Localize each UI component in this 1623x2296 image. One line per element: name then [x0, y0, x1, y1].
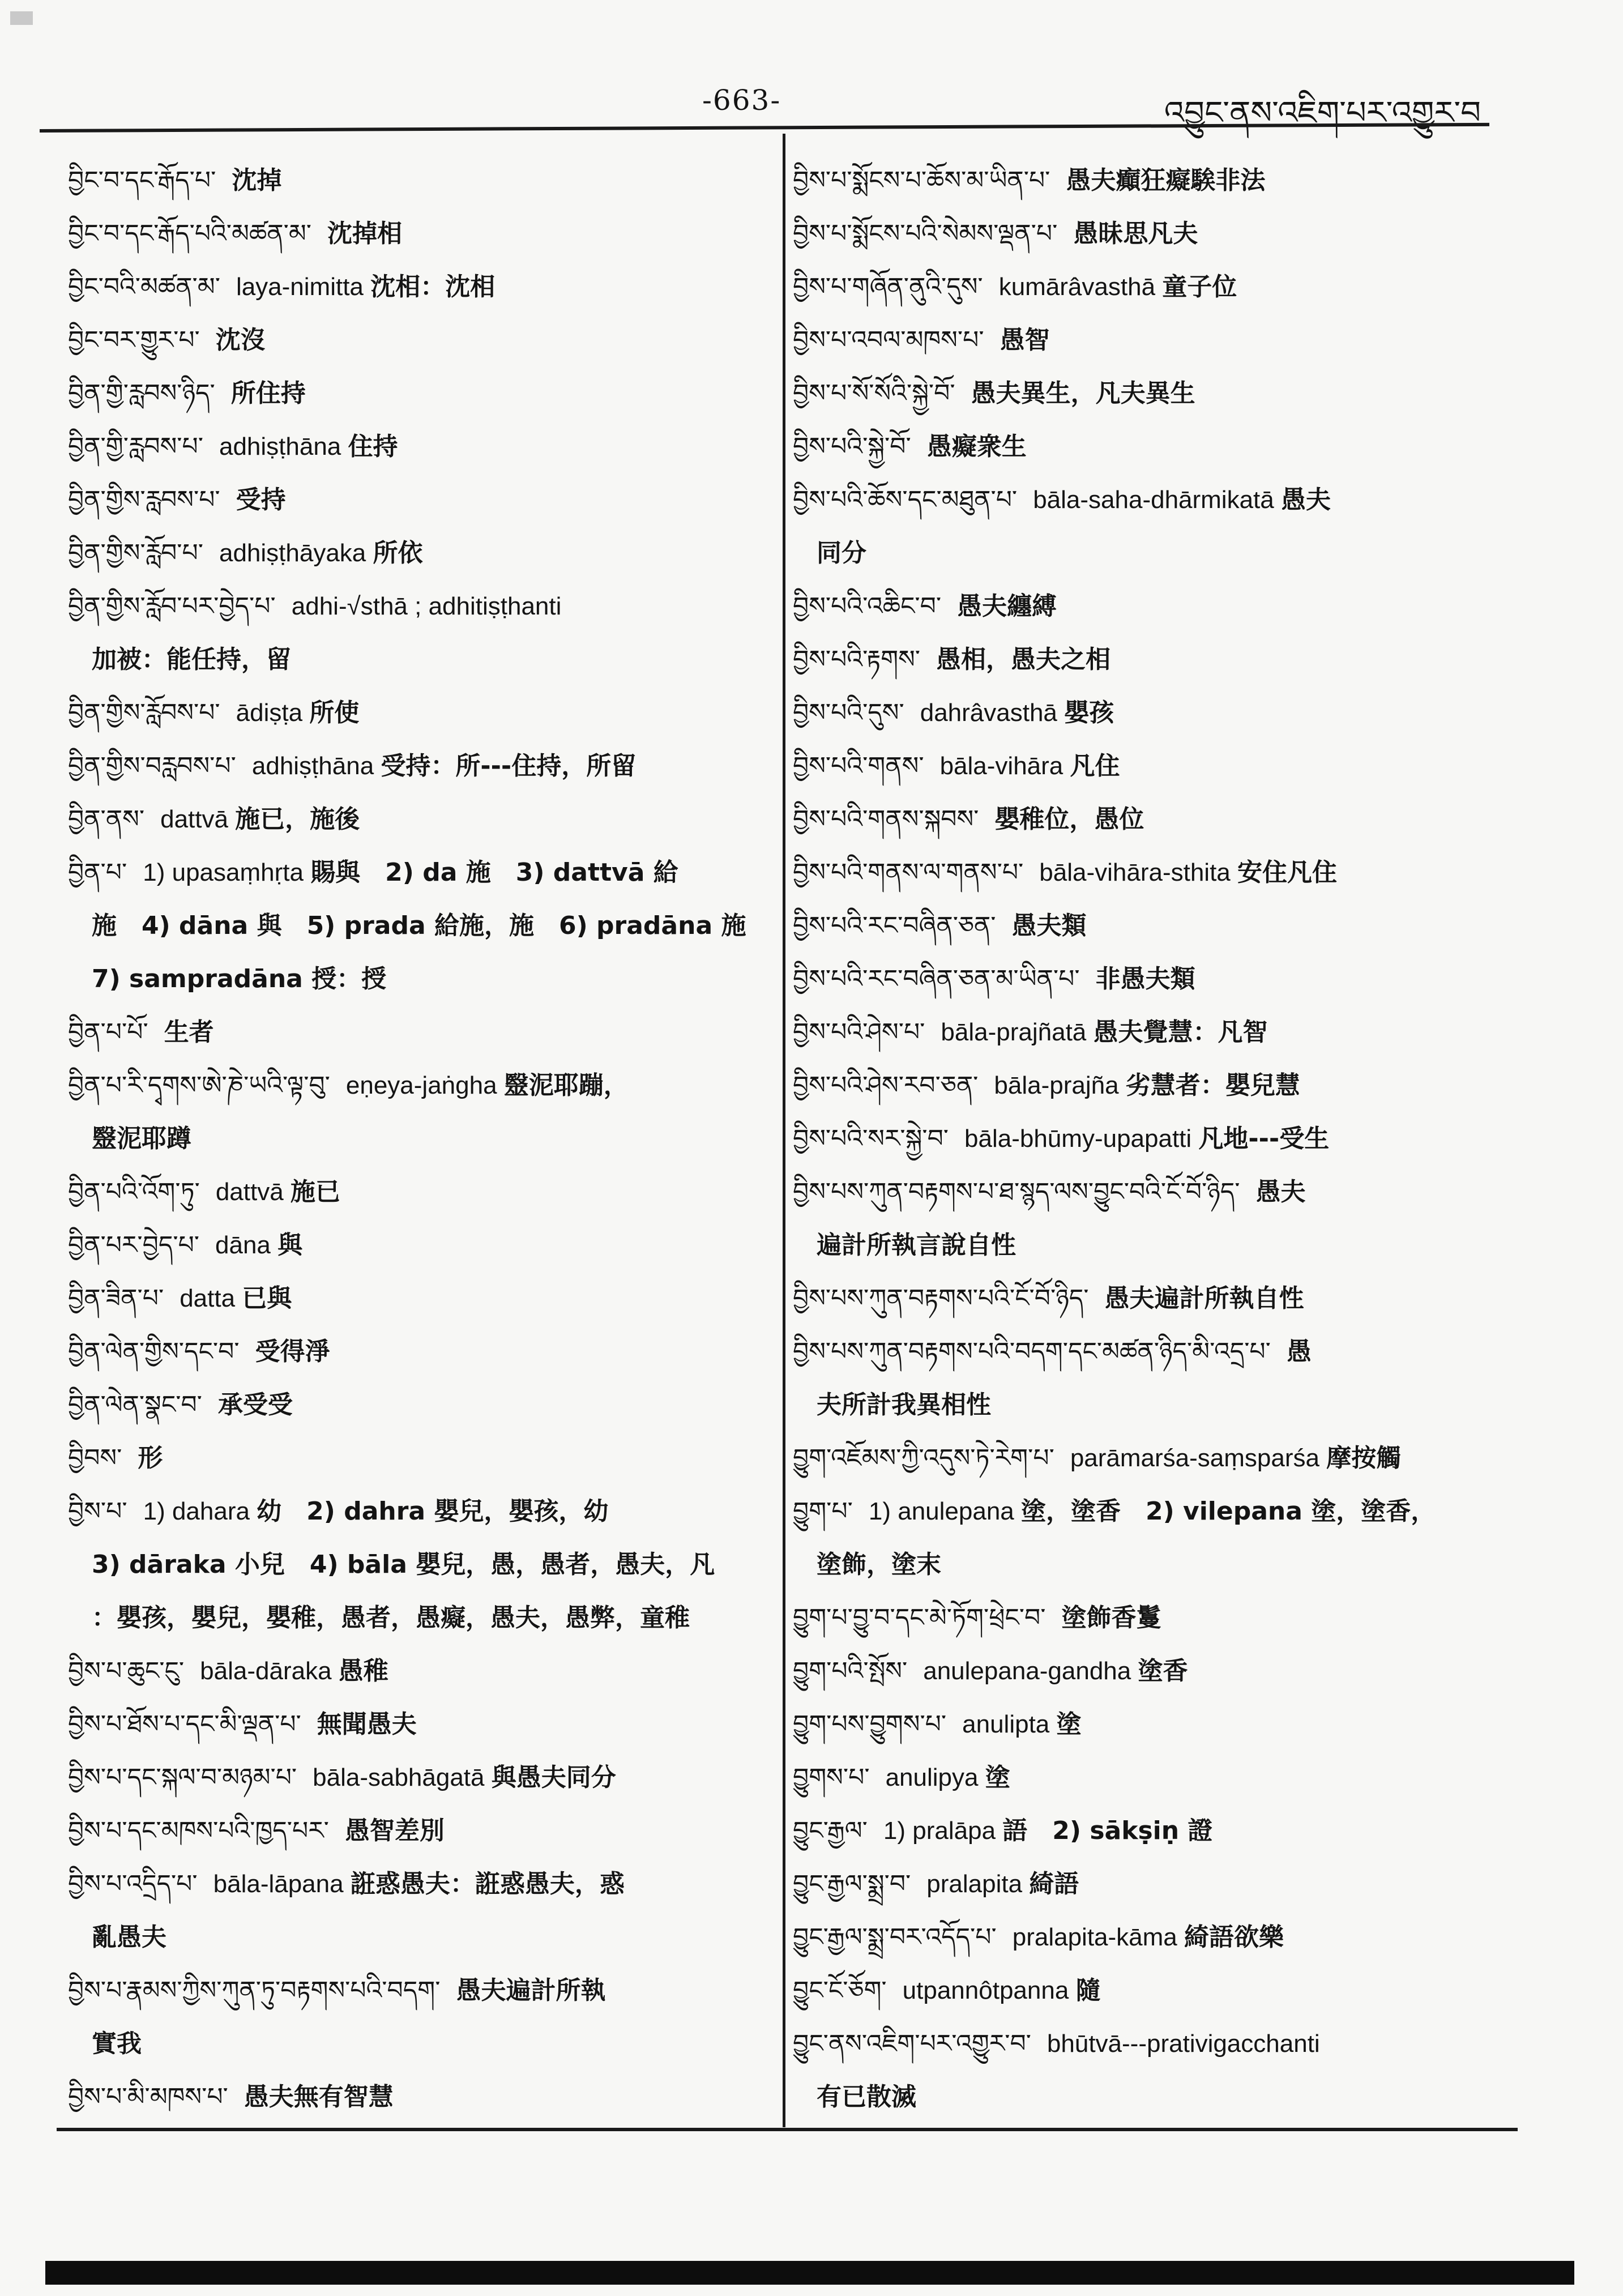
- dictionary-entry: [793, 898, 1495, 951]
- tibetan-headword: བྱིན་གྱིས་རློབས་པ་: [68, 698, 220, 727]
- chinese-gloss: 塗香: [1138, 1657, 1188, 1685]
- sanskrit-equivalent: bāla-vihāra: [939, 752, 1070, 780]
- dictionary-entry: [793, 313, 1495, 366]
- column-divider: [783, 134, 785, 2127]
- chinese-gloss: 施 4) dāna 與 5) prada 給施，施 6) pradāna 施: [92, 911, 746, 940]
- entry-continuation: [68, 1537, 762, 1590]
- dictionary-entry: [793, 792, 1495, 845]
- dictionary-entry: [68, 1697, 762, 1750]
- chinese-gloss: 已與: [242, 1284, 292, 1313]
- sanskrit-equivalent: adhi-√sthā ; adhitiṣṭhanti: [291, 592, 562, 620]
- chinese-gloss: 綺語欲樂: [1184, 1923, 1284, 1952]
- sanskrit-equivalent: 1) pralāpa: [883, 1817, 1003, 1845]
- sanskrit-equivalent: anulipya: [885, 1764, 985, 1791]
- chinese-gloss: 嬰孩: [1064, 698, 1114, 727]
- tibetan-headword: བྱིན་གྱིས་རློབ་པ་: [68, 539, 203, 567]
- dictionary-entry: [68, 472, 762, 526]
- tibetan-headword: བྱུག་པའི་སྤོས་: [793, 1657, 908, 1685]
- sanskrit-equivalent: adhiṣṭhāyaka: [219, 539, 373, 567]
- chinese-gloss: 實我: [92, 2029, 142, 2058]
- tibetan-headword: བྱིན་ཟིན་པ་: [68, 1284, 164, 1313]
- tibetan-headword: བྱིན་གྱིས་བརླབས་པ་: [68, 752, 236, 780]
- tibetan-headword: བྱིས་པ་དང་སྐལ་བ་མཉམ་པ་: [68, 1763, 297, 1792]
- dictionary-entry: [68, 685, 762, 739]
- chinese-gloss: 加被：能任持，留: [92, 645, 291, 674]
- tibetan-headword: བྱུག་འཇོམས་ཀྱི་འདུས་ཏེ་རེག་པ་: [793, 1444, 1054, 1473]
- chinese-gloss: 施已: [290, 1177, 340, 1206]
- chinese-gloss: 嬰稚位，愚位: [994, 805, 1144, 834]
- chinese-gloss: 塗飾，塗末: [817, 1550, 941, 1579]
- sanskrit-equivalent: bāla-dāraka: [200, 1657, 339, 1685]
- tibetan-headword: བྱུག་པས་བྱུགས་པ་: [793, 1710, 947, 1739]
- chinese-gloss: 所使: [309, 698, 360, 727]
- chinese-gloss: 遍計所執言說自性: [817, 1231, 1016, 1260]
- chinese-gloss: 施已，施後: [235, 805, 360, 834]
- tibetan-headword: བྱིས་པའི་ཤེས་པ་: [793, 1018, 925, 1047]
- dictionary-entry: [793, 366, 1495, 419]
- tibetan-headword: བྱིབས་: [68, 1444, 122, 1473]
- dictionary-entry: [793, 1590, 1495, 1644]
- chinese-gloss: 愚夫類: [1011, 911, 1087, 940]
- chinese-gloss: 愚智: [1000, 326, 1050, 355]
- chinese-gloss: 幼 2) dahra 嬰兒，嬰孩，幼: [257, 1497, 609, 1526]
- chinese-gloss: 愚夫: [1280, 485, 1331, 514]
- chinese-gloss: 與: [277, 1231, 303, 1260]
- chinese-gloss: 誑惑愚夫：誑惑愚夫，惑: [350, 1870, 625, 1898]
- sanskrit-equivalent: pralapita: [926, 1870, 1030, 1898]
- chinese-gloss: 7) sampradāna 授：授: [92, 965, 387, 993]
- dictionary-entry: [793, 1857, 1495, 1910]
- chinese-gloss: 童子位: [1162, 272, 1237, 301]
- dictionary-entry: [793, 1484, 1495, 1537]
- dictionary-entry: [793, 1963, 1495, 2016]
- sanskrit-equivalent: bāla-prajñatā: [941, 1018, 1094, 1046]
- chinese-gloss: 愚夫癲狂癡騃非法: [1066, 166, 1266, 195]
- sanskrit-equivalent: adhiṣṭhāna: [219, 433, 348, 460]
- dictionary-entry: [793, 1164, 1495, 1218]
- dictionary-entry: [68, 313, 762, 366]
- entry-continuation: [68, 2016, 762, 2069]
- dictionary-entry: [68, 1431, 762, 1484]
- tibetan-headword: བྱིས་པའི་འཆིང་བ་: [793, 592, 942, 621]
- dictionary-entry: [68, 2069, 762, 2123]
- chinese-gloss: 與愚夫同分: [491, 1763, 616, 1792]
- sanskrit-equivalent: pralapita-kāma: [1012, 1923, 1185, 1951]
- chinese-gloss: 塗: [1056, 1710, 1082, 1739]
- sanskrit-equivalent: bāla-sabhāgatā: [313, 1764, 492, 1791]
- tibetan-headword: བྱིས་པ་འབལ་མཁས་པ་: [793, 326, 984, 355]
- entry-continuation: [68, 1590, 762, 1644]
- dictionary-entry: [68, 1271, 762, 1324]
- entry-continuation: [68, 951, 762, 1005]
- chinese-gloss: 語 2) sākṣiṇ 證: [1002, 1816, 1213, 1845]
- chinese-gloss: 隨: [1075, 1976, 1101, 2005]
- sanskrit-equivalent: laya-nimitta: [236, 273, 371, 301]
- tibetan-headword: བྱིས་པའི་ཆོས་དང་མཐུན་པ་: [793, 485, 1018, 514]
- sanskrit-equivalent: bāla-saha-dhārmikatā: [1033, 486, 1281, 514]
- sanskrit-equivalent: dattvā: [215, 1178, 291, 1206]
- dictionary-entry: [793, 739, 1495, 792]
- tibetan-headword: བྱིན་གྱིས་རླབས་པ་: [68, 485, 220, 514]
- dictionary-entry: [68, 1963, 762, 2016]
- chinese-gloss: 3) dāraka 小兒 4) bāla 嬰兒，愚，愚者，愚夫，凡: [92, 1550, 715, 1579]
- tibetan-headword: བྱིས་པའི་རང་བཞིན་ཅན་: [793, 911, 996, 940]
- dictionary-entry: [793, 1431, 1495, 1484]
- dictionary-entry: [793, 1058, 1495, 1111]
- dictionary-entry: [793, 153, 1495, 206]
- dictionary-entry: [793, 632, 1495, 685]
- tibetan-headword: བྱིན་ལེན་གྱིས་དང་བ་: [68, 1337, 240, 1366]
- tibetan-headword: བྱུག་པ་: [793, 1497, 853, 1526]
- chinese-gloss: 愚夫遍計所執: [456, 1976, 606, 2005]
- tibetan-headword: བྱུགས་པ་: [793, 1763, 870, 1792]
- chinese-gloss: 受持：所---住持，所留: [381, 752, 637, 780]
- dictionary-entry: [793, 206, 1495, 259]
- entry-continuation: [68, 1111, 762, 1164]
- tibetan-headword: བྱུང་ངོ་ཅོག་: [793, 1976, 887, 2005]
- sanskrit-equivalent: kumārâvasthā: [998, 273, 1163, 301]
- tibetan-headword: བྱིན་པ་རི་དྭགས་ཨེ་ཎེ་ཡའི་ལྟ་བུ་: [68, 1071, 330, 1100]
- sanskrit-equivalent: 1) dahara: [143, 1497, 257, 1525]
- sanskrit-equivalent: ādiṣṭa: [236, 699, 310, 727]
- dictionary-entry: [793, 259, 1495, 313]
- chinese-gloss: 有已散滅: [817, 2082, 916, 2111]
- tibetan-headword: བྱིན་པ་: [68, 858, 127, 887]
- dictionary-entry: [793, 685, 1495, 739]
- tibetan-headword: བྱིས་པ་སྨོངས་པའི་སེམས་ལྡན་པ་: [793, 219, 1058, 248]
- dictionary-entry: [68, 739, 762, 792]
- tibetan-headword: བྱིན་པར་བྱེད་པ་: [68, 1231, 200, 1260]
- chinese-gloss: 愚夫遍計所執自性: [1104, 1284, 1304, 1313]
- tibetan-headword: བྱུང་རྒྱལ་སྨྲ་བ་: [793, 1870, 911, 1898]
- tibetan-headword: བྱིས་པའི་དུས་: [793, 698, 904, 727]
- chinese-gloss: 塗飾香鬘: [1061, 1603, 1161, 1632]
- entry-continuation: [793, 1537, 1495, 1590]
- tibetan-headword: བྱིས་པའི་རྟགས་: [793, 645, 921, 674]
- dictionary-entry: [68, 419, 762, 472]
- dictionary-entry: [793, 1803, 1495, 1857]
- chinese-gloss: 凡地---受生: [1198, 1124, 1330, 1153]
- dictionary-entry: [793, 951, 1495, 1005]
- dictionary-entry: [793, 845, 1495, 898]
- chinese-gloss: 塗，塗香 2) vilepana 塗，塗香，: [1021, 1497, 1436, 1526]
- chinese-gloss: 愚夫異生，凡夫異生: [971, 379, 1195, 408]
- bottom-rule: [57, 2128, 1518, 2131]
- tibetan-headword: བྱིན་གྱིས་རློབ་པར་བྱེད་པ་: [68, 592, 276, 621]
- sanskrit-equivalent: dahrâvasthā: [920, 699, 1065, 727]
- entry-continuation: [68, 898, 762, 951]
- chinese-gloss: 愚稚: [338, 1657, 388, 1685]
- chinese-gloss: 愚夫無有智慧: [244, 2082, 394, 2111]
- dictionary-entry: [793, 1324, 1495, 1377]
- dictionary-entry: [68, 1218, 762, 1271]
- dictionary-entry: [68, 259, 762, 313]
- tibetan-headword: བྱིས་པའི་རང་བཞིན་ཅན་མ་ཡིན་པ་: [793, 965, 1080, 993]
- dictionary-entry: [793, 579, 1495, 632]
- sanskrit-equivalent: bāla-prajña: [994, 1072, 1126, 1099]
- left-column: [68, 153, 762, 2123]
- entry-continuation: [793, 526, 1495, 579]
- dictionary-entry: [68, 1058, 762, 1111]
- tibetan-headword: བྱིས་པ་དང་མཁས་པའི་ཁྱད་པར་: [68, 1816, 329, 1845]
- tibetan-headword: བྱིས་པའི་སྐྱེ་བོ་: [793, 432, 911, 461]
- tibetan-headword: བྱིས་པ་རྣམས་ཀྱིས་ཀུན་ཏུ་བརྟགས་པའི་བདག་: [68, 1976, 441, 2005]
- chinese-gloss: 同分: [817, 539, 866, 567]
- chinese-gloss: 非愚夫類: [1095, 965, 1195, 993]
- entry-continuation: [793, 1377, 1495, 1431]
- chinese-gloss: 沈沒: [215, 326, 266, 355]
- chinese-gloss: 愚: [1286, 1337, 1312, 1366]
- chinese-gloss: 無聞愚夫: [317, 1710, 417, 1739]
- entry-continuation: [68, 1910, 762, 1963]
- chinese-gloss: 受得淨: [255, 1337, 330, 1366]
- chinese-gloss: 形: [138, 1444, 163, 1473]
- chinese-gloss: 所依: [373, 539, 423, 567]
- chinese-gloss: ：嬰孩，嬰兒，嬰稚，愚者，愚癡，愚夫，愚弊，童稚: [92, 1603, 690, 1632]
- tibetan-headword: བྱིན་གྱི་རླབས་པ་: [68, 432, 203, 461]
- dictionary-entry: [68, 792, 762, 845]
- tibetan-headword: བྱིས་པ་སོ་སོའི་སྐྱེ་བོ་: [793, 379, 955, 408]
- chinese-gloss: 凡住: [1070, 752, 1120, 780]
- entry-continuation: [68, 632, 762, 685]
- tibetan-headword: བྱིང་བར་གྱུར་པ་: [68, 326, 200, 355]
- tibetan-headword: བྱིས་པ་སྨོངས་པ་ཆོས་མ་ཡིན་པ་: [793, 166, 1050, 195]
- right-column: [793, 153, 1495, 2123]
- dictionary-entry: [68, 1857, 762, 1910]
- chinese-gloss: 沈掉: [232, 166, 282, 195]
- sanskrit-equivalent: datta: [180, 1284, 242, 1312]
- tibetan-headword: བྱིས་པའི་གནས་སྐབས་: [793, 805, 979, 834]
- entry-continuation: [793, 2069, 1495, 2123]
- dictionary-entry: [68, 1324, 762, 1377]
- dictionary-entry: [793, 419, 1495, 472]
- sanskrit-equivalent: bāla-bhūmy-upapatti: [964, 1125, 1199, 1153]
- chinese-gloss: 愚智差別: [344, 1816, 445, 1845]
- sanskrit-equivalent: parāmarśa-saṃsparśa: [1070, 1444, 1327, 1472]
- tibetan-headword: བྱིས་པ་འདྲིད་པ་: [68, 1870, 198, 1898]
- dictionary-entry: [68, 1644, 762, 1697]
- chinese-gloss: 愚癡衆生: [926, 432, 1027, 461]
- dictionary-entry: [793, 1910, 1495, 1963]
- chinese-gloss: 愚昧思凡夫: [1073, 219, 1198, 248]
- tibetan-headword: བྱིས་པས་ཀུན་བརྟགས་པ་ཐ་སྙད་ལས་བྱུང་བའི་ངོ་བོ་ཉིད་: [793, 1177, 1240, 1206]
- sanskrit-equivalent: anulipta: [962, 1710, 1057, 1738]
- tibetan-headword: བྱིང་བ་དང་རྒོད་པ་: [68, 166, 216, 195]
- tibetan-headword: བྱིན་གྱི་རླབས་ཉིད་: [68, 379, 215, 408]
- sanskrit-equivalent: 1) anulepana: [868, 1497, 1021, 1525]
- chinese-gloss: 所住持: [230, 379, 306, 408]
- scan-bottom-bar: [45, 2261, 1574, 2285]
- sanskrit-equivalent: dattvā: [160, 805, 236, 833]
- dictionary-entry: [793, 1750, 1495, 1803]
- tibetan-headword: བྱིས་པའི་གནས་: [793, 752, 924, 780]
- chinese-gloss: 生者: [164, 1018, 214, 1047]
- tibetan-headword: བྱིན་ལེན་སྣང་བ་: [68, 1390, 202, 1419]
- scan-artifact: [10, 11, 33, 25]
- chinese-gloss: 毉泥耶蹦，: [503, 1071, 629, 1100]
- chinese-gloss: 亂愚夫: [92, 1923, 166, 1952]
- chinese-gloss: 受持: [236, 485, 286, 514]
- chinese-gloss: 綺語: [1029, 1870, 1079, 1898]
- tibetan-headword: བྱིན་པའི་འོག་ཏུ་: [68, 1177, 200, 1206]
- dictionary-entry: [793, 1271, 1495, 1324]
- tibetan-headword: བྱིང་བའི་མཚན་མ་: [68, 272, 220, 301]
- dictionary-entry: [793, 1644, 1495, 1697]
- dictionary-entry: [68, 1377, 762, 1431]
- dictionary-entry: [793, 1697, 1495, 1750]
- tibetan-headword: བྱུང་ནས་འཇིག་པར་འགྱུར་བ་: [793, 2029, 1031, 2058]
- tibetan-headword: བྱིས་པ་ཆུང་ངུ་: [68, 1657, 185, 1685]
- tibetan-headword: བྱུང་རྒྱལ་: [793, 1816, 868, 1845]
- chinese-gloss: 愚夫纏縛: [957, 592, 1057, 621]
- dictionary-entry: [68, 845, 762, 898]
- tibetan-headword: བྱིན་པ་པོ་: [68, 1018, 148, 1047]
- sanskrit-equivalent: bhūtvā---prativigacchanti: [1047, 2030, 1320, 2058]
- tibetan-headword: བྱིས་པའི་སར་སྐྱེ་བ་: [793, 1124, 949, 1153]
- sanskrit-equivalent: bāla-vihāra-sthita: [1039, 859, 1237, 886]
- sanskrit-equivalent: utpannôtpanna: [902, 1977, 1076, 2004]
- sanskrit-equivalent: bāla-lāpana: [213, 1870, 351, 1898]
- tibetan-headword: བྱིས་པའི་གནས་ལ་གནས་པ་: [793, 858, 1024, 887]
- entry-continuation: [793, 1218, 1495, 1271]
- chinese-gloss: 賜與 2) da 施 3) dattvā 給: [310, 858, 678, 887]
- chinese-gloss: 摩按觸: [1326, 1444, 1402, 1473]
- running-head: འབྱུང་ནས་འཇིག་པར་འགྱུར་བ: [1164, 95, 1481, 131]
- tibetan-headword: བྱིས་པས་ཀུན་བརྟགས་པའི་ངོ་བོ་ཉིད་: [793, 1284, 1089, 1313]
- dictionary-entry: [68, 153, 762, 206]
- chinese-gloss: 沈相：沈相: [370, 272, 496, 301]
- dictionary-entry: [68, 1803, 762, 1857]
- chinese-gloss: 劣慧者：嬰兒慧: [1125, 1071, 1300, 1100]
- tibetan-headword: བྱིས་པའི་ཤེས་རབ་ཅན་: [793, 1071, 979, 1100]
- dictionary-entry: [68, 1484, 762, 1537]
- chinese-gloss: 毉泥耶蹲: [92, 1124, 191, 1153]
- chinese-gloss: 愚相，愚夫之相: [936, 645, 1111, 674]
- tibetan-headword: བྱིས་པས་ཀུན་བརྟགས་པའི་བདག་དང་མཚན་ཉིད་མི་འདྲ་པ་: [793, 1337, 1271, 1366]
- chinese-gloss: 愚夫: [1255, 1177, 1306, 1206]
- sanskrit-equivalent: adhiṣṭhāna: [251, 752, 381, 780]
- tibetan-headword: བྱིས་པ་ཐོས་པ་དང་མི་ལྡན་པ་: [68, 1710, 301, 1739]
- chinese-gloss: 安住凡住: [1237, 858, 1337, 887]
- dictionary-entry: [68, 206, 762, 259]
- sanskrit-equivalent: anulepana-gandha: [923, 1657, 1138, 1685]
- tibetan-headword: བྱིས་པ་གཞོན་ནུའི་དུས་: [793, 272, 983, 301]
- tibetan-headword: བྱུང་རྒྱལ་སྨྲ་བར་འདོད་པ་: [793, 1923, 997, 1952]
- dictionary-entry: [68, 579, 762, 632]
- tibetan-headword: བྱིས་པ་: [68, 1497, 127, 1526]
- dictionary-entry: [68, 526, 762, 579]
- dictionary-entry: [793, 1005, 1495, 1058]
- dictionary-entry: [68, 366, 762, 419]
- chinese-gloss: 夫所計我異相性: [817, 1390, 991, 1419]
- sanskrit-equivalent: dāna: [215, 1231, 278, 1259]
- chinese-gloss: 沈掉相: [327, 219, 402, 248]
- tibetan-headword: བྱུག་པ་བྱུ་བ་དང་མེ་ཏོག་ཕྲེང་བ་: [793, 1603, 1046, 1632]
- chinese-gloss: 住持: [348, 432, 398, 461]
- chinese-gloss: 塗: [985, 1763, 1010, 1792]
- tibetan-headword: བྱིས་པ་མི་མཁས་པ་: [68, 2082, 228, 2111]
- tibetan-headword: བྱིང་བ་དང་རྒོད་པའི་མཚན་མ་: [68, 219, 311, 248]
- tibetan-headword: བྱིན་ནས་: [68, 805, 145, 834]
- dictionary-entry: [793, 472, 1495, 526]
- sanskrit-equivalent: 1) upasaṃhṛta: [143, 859, 311, 886]
- dictionary-entry: [68, 1005, 762, 1058]
- dictionary-entry: [793, 1111, 1495, 1164]
- dictionary-entry: [793, 2016, 1495, 2069]
- chinese-gloss: 愚夫覺慧：凡智: [1093, 1018, 1268, 1047]
- sanskrit-equivalent: eṇeya-jaṅgha: [345, 1072, 504, 1099]
- page-number: -663-: [702, 84, 781, 117]
- dictionary-entry: [68, 1164, 762, 1218]
- chinese-gloss: 承受受: [217, 1390, 293, 1419]
- dictionary-entry: [68, 1750, 762, 1803]
